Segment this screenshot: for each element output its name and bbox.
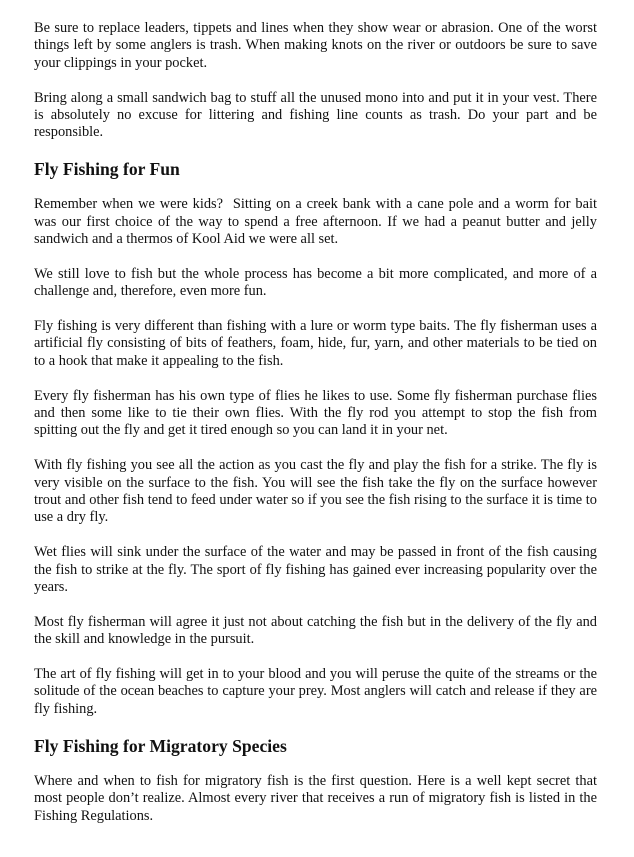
paragraph: The art of fly fishing will get in to your blood and you will peruse the quite of the streams or the solitude of the ocean beaches to capture your prey. Most anglers will catch and release if they are fly fishing. — [34, 666, 597, 717]
paragraph: Most fly fisherman will agree it just not about catching the fish but in the delivery of the fly and the skill and knowledge in the pursuit. — [34, 613, 597, 648]
document-page — [34, 20, 601, 825]
section-heading-migratory-species: Fly Fishing for Migratory Species — [34, 735, 287, 756]
paragraph: Every fly fisherman has his own type of flies he likes to use. Some fly fisherman purchase flies and then some like to tie their own flies. With the fly rod you attempt to stop the fish from spitting out the fly and get it tired enough so you can land it in your net. — [34, 387, 597, 439]
paragraph: With fly fishing you see all the action as you cast the fly and play the fish for a strike. The fly is very visible on the surface to the fish. You will see the fish take the fly on the surface however trout and other fish tend to feed under water so if you see the fish rising to the surface it is time to use a dry fly. — [34, 457, 597, 526]
paragraph: Be sure to replace leaders, tippets and lines when they show wear or abrasion. One of the worst things left by some anglers is trash. When making knots on the river or outdoors be sure to save your clippings in your pocket. — [34, 20, 597, 71]
paragraph: Remember when we were kids? Sitting on a creek bank with a cane pole and a worm for bait was our first choice of the way to spend a free afternoon. If we had a peanut butter and jelly sandwich and a thermos of Kool Aid we were all set. — [34, 196, 601, 248]
paragraph: We still love to fish but the whole process has become a bit more complicated, and more of a challenge and, therefore, even more fun. — [34, 265, 597, 300]
paragraph: Where and when to fish for migratory fish is the first question. Here is a well kept secret that most people don’t realize. Almost every river that receives a run of migratory fish is listed in the Fishing Regulations. — [34, 772, 597, 824]
paragraph: Bring along a small sandwich bag to stuff all the unused mono into and put it in your vest. There is absolutely no excuse for littering and fishing line counts as trash. Do your part and be responsible. — [34, 89, 597, 141]
section-heading-fly-fishing-for-fun: Fly Fishing for Fun — [34, 159, 180, 180]
paragraph: Wet flies will sink under the surface of the water and may be passed in front of the fish causing the fish to strike at the fly. The sport of fly fishing has gained ever increasing popularity over the years. — [34, 544, 597, 596]
paragraph: Fly fishing is very different than fishing with a lure or worm type baits. The fly fisherman uses a artificial fly consisting of bits of feathers, foam, hide, fur, yarn, and other materials to be tied on to a hook that make it appealing to the fish. — [34, 318, 597, 369]
